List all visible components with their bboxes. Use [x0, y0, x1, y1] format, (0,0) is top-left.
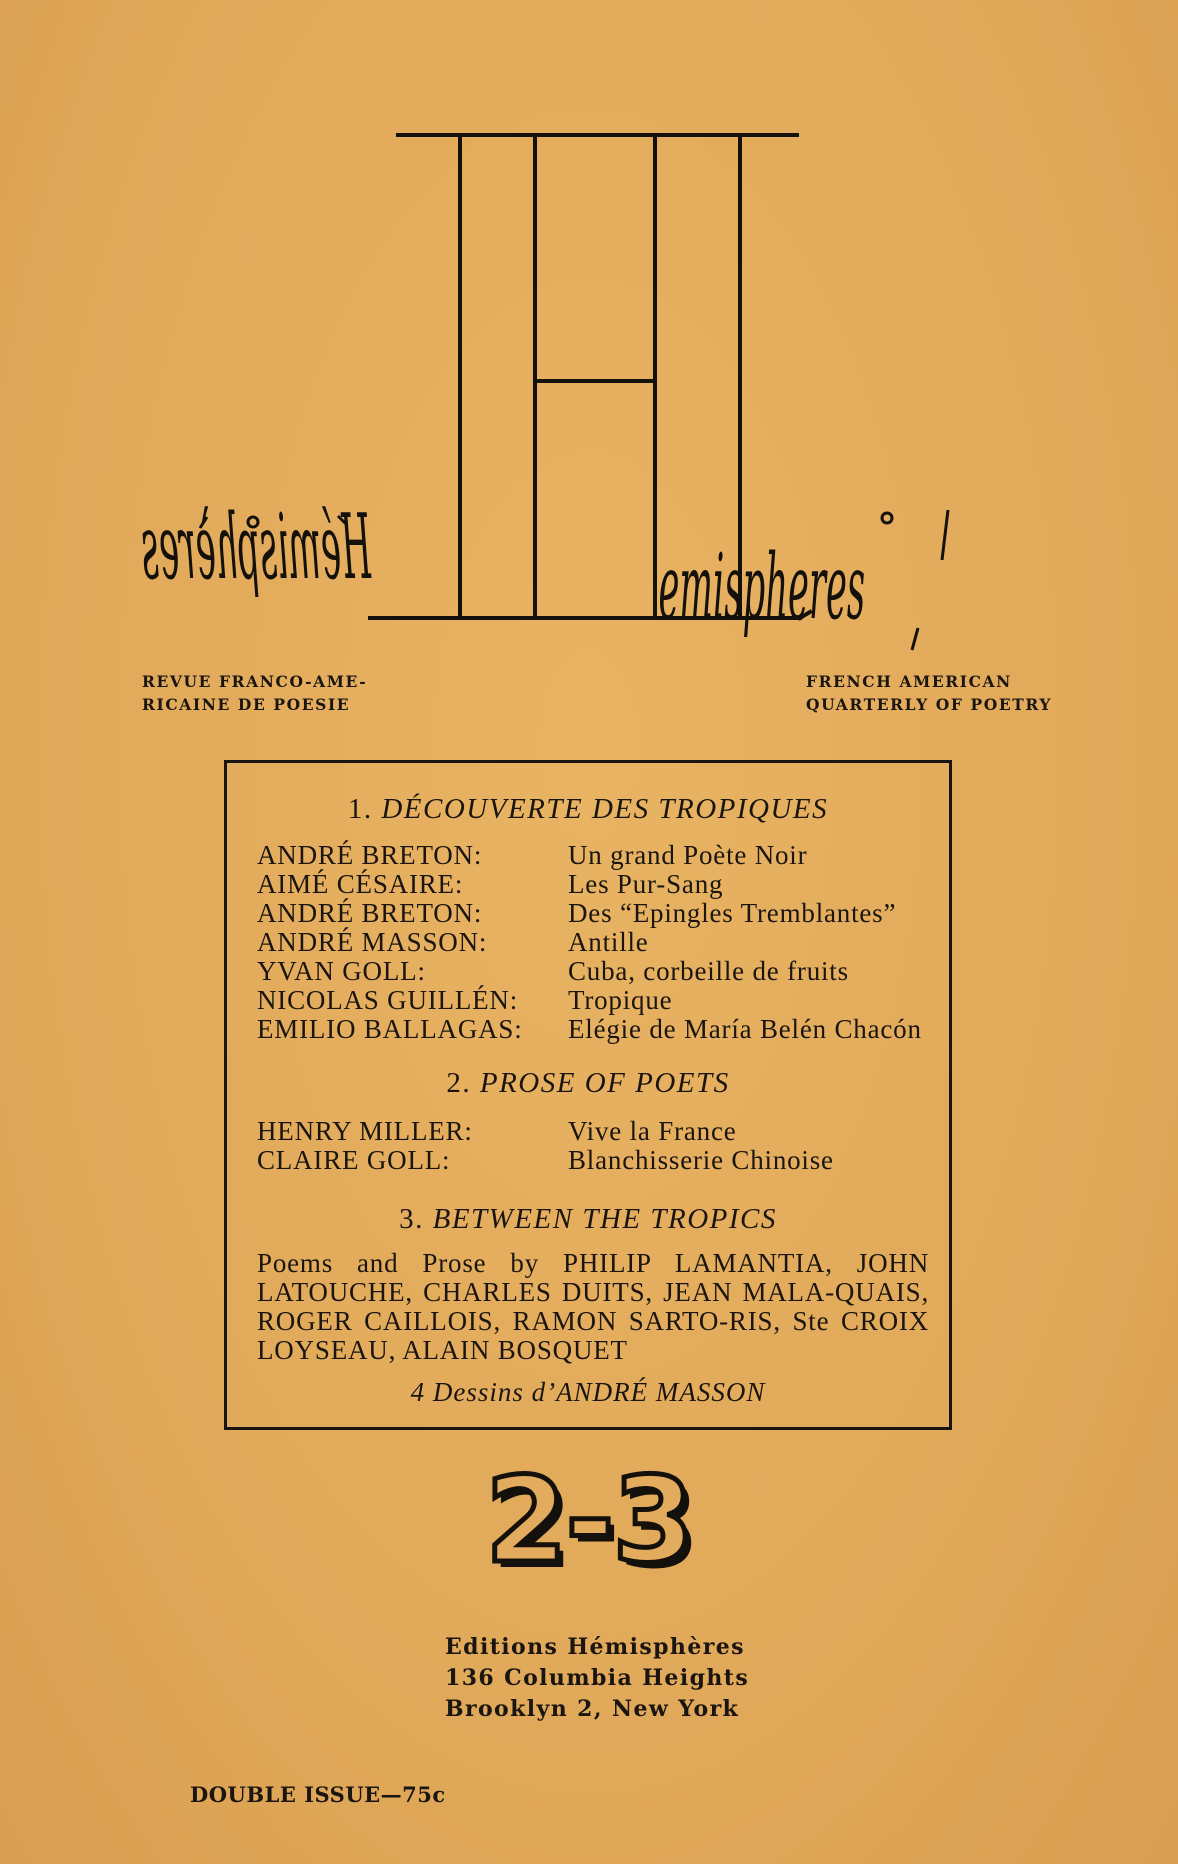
- section-2-heading: [227, 1067, 949, 1100]
- publisher-city: Brooklyn 2, New York: [445, 1696, 740, 1722]
- mirrored-script-text: Hémisphères: [141, 494, 372, 600]
- contents-work-title: Antille: [568, 927, 649, 957]
- contents-work-title: Les Pur-Sang: [568, 869, 724, 899]
- contents-box: [224, 760, 952, 1430]
- accent-ring-2: [882, 513, 892, 523]
- contents-author: NICOLAS GUILLÉN:: [257, 985, 519, 1015]
- contents-work-title: Blanchisserie Chinoise: [568, 1145, 834, 1175]
- contents-work-title: Elégie de María Belén Chacón: [568, 1014, 922, 1044]
- section-1-title: DÉCOUVERTE DES TROPIQUES: [381, 793, 829, 825]
- contents-author: ANDRÉ BRETON:: [257, 840, 483, 870]
- issue-number: 2-3: [485, 1451, 693, 1589]
- section-3-heading: [227, 1203, 949, 1236]
- contents-work-title: Cuba, corbeille de fruits: [568, 956, 849, 986]
- subtitle-english-line-1: FRENCH AMERICAN: [806, 672, 1012, 691]
- section-2-title: PROSE OF POETS: [479, 1067, 730, 1099]
- section-3-title: BETWEEN THE TROPICS: [432, 1203, 777, 1235]
- section-3-number: 3.: [399, 1203, 424, 1235]
- contents-author: CLAIRE GOLL:: [257, 1145, 451, 1175]
- contents-author: YVAN GOLL:: [257, 956, 426, 986]
- masthead-logo: [0, 0, 1178, 760]
- publisher-name: Editions Hémisphères: [445, 1634, 745, 1660]
- contents-work-title: Un grand Poète Noir: [568, 840, 808, 870]
- subtitle-english: [806, 670, 1052, 716]
- subtitle-french: [142, 670, 367, 716]
- section-1-heading: [227, 793, 949, 826]
- contents-work-title: Des “Epingles Tremblantes”: [568, 898, 897, 928]
- price-note: DOUBLE ISSUE—75c: [190, 1782, 446, 1807]
- mirrored-script-word: [141, 494, 371, 599]
- contents-author: EMILIO BALLAGAS:: [257, 1014, 523, 1044]
- publisher-street: 136 Columbia Heights: [445, 1665, 750, 1691]
- contents-work-title: Vive la France: [568, 1116, 737, 1146]
- contents-work-title: Tropique: [568, 985, 673, 1015]
- subtitle-french-line-2: RICAINE DE POESIE: [142, 695, 351, 714]
- right-script-word: emispheres: [658, 534, 866, 640]
- subtitle-french-line-1: REVUE FRANCO-AME-: [142, 672, 368, 691]
- right-script-ascender: [942, 510, 948, 560]
- contents-author: HENRY MILLER:: [257, 1116, 473, 1146]
- contents-author: ANDRÉ MASSON:: [257, 927, 488, 957]
- section-2-number: 2.: [446, 1067, 472, 1099]
- subtitle-english-line-2: QUARTERLY OF POETRY: [806, 695, 1053, 714]
- contents-author: ANDRÉ BRETON:: [257, 898, 483, 928]
- right-script-descender: [912, 628, 918, 650]
- contents-author: AIMÉ CÉSAIRE:: [257, 869, 464, 899]
- section-1-number: 1.: [347, 793, 373, 825]
- drawings-note: 4 Dessins d’ANDRÉ MASSON: [410, 1377, 766, 1407]
- section-3-text: Poems and Prose by PHILIP LAMANTIA, JOHN LATOUCHE, CHARLES DUITS, JEAN MALA-QUAIS, ROGER CAILLOIS, RAMON SARTO-RIS, Ste CROIX LOYSEAU, ALAIN BOSQUET: [257, 1248, 929, 1365]
